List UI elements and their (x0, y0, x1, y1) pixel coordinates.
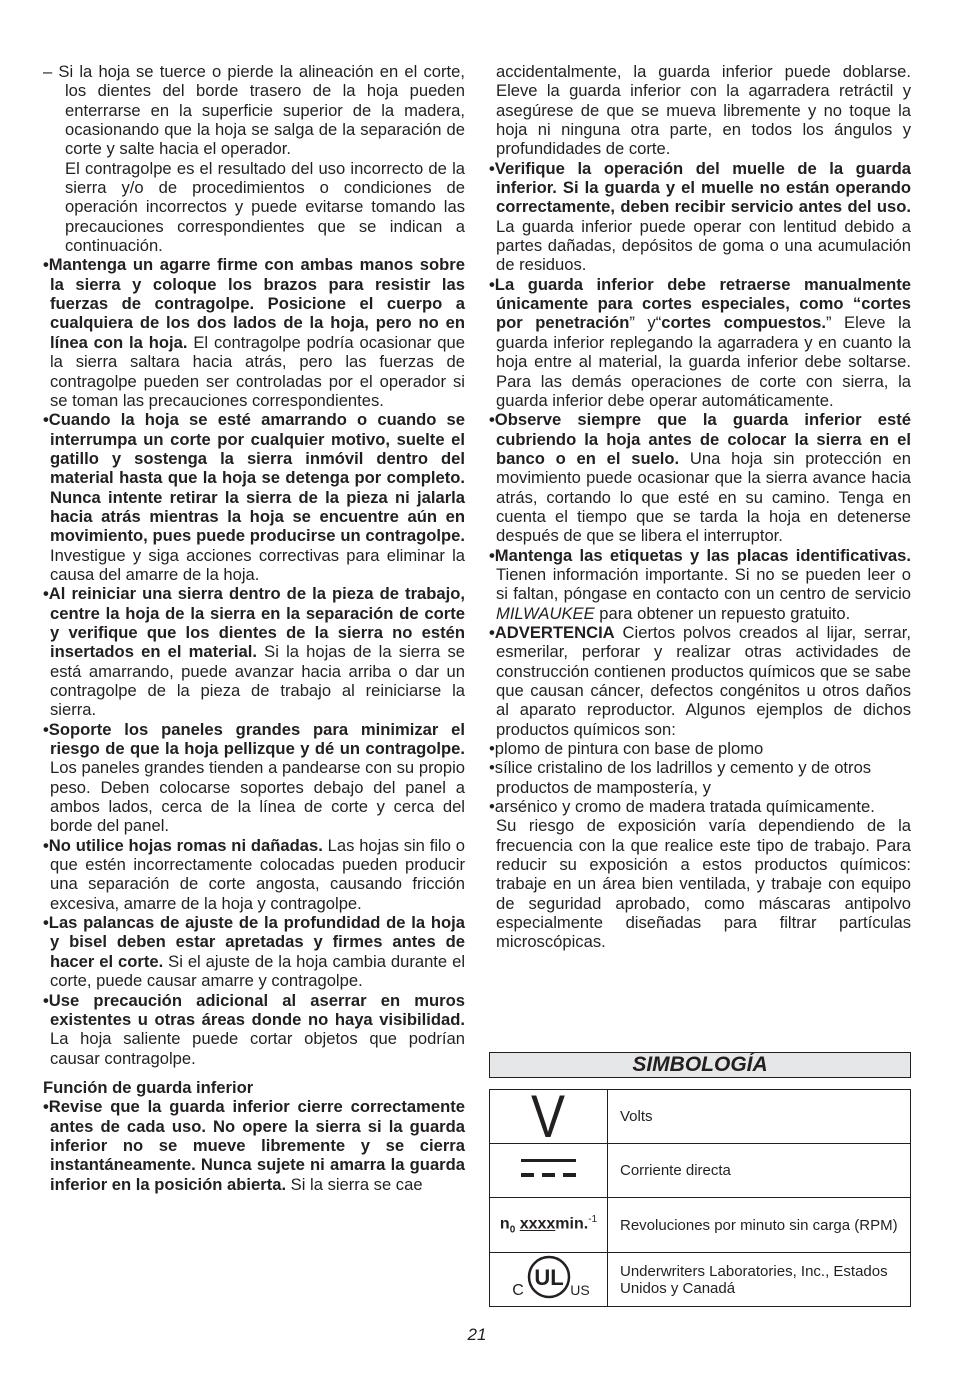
bullet-observe-guard (489, 410, 911, 545)
bullet-dull-blades (43, 836, 465, 913)
section-heading-lower-guard: Función de guarda inferior (43, 1077, 254, 1097)
bullet-guard-spring (489, 159, 911, 275)
volts-symbol: V (531, 1082, 566, 1150)
kickback-cause-paragraph: – Si la hoja se tuerce o pierde la alineación en el corte, los dientes del borde trasero de la hoja pueden enterrarse en la superficie superior de la madera, ocasionando que la hoja se salga de la separación de corte y salte hacia el operador. (43, 62, 465, 159)
bullet-bold-text: •Mantenga las etiquetas y las placas identificativas. (489, 545, 911, 565)
bullet-body-text: Tienen información importante. Si no se pueden leer o si faltan, póngase en contacto con un centro de servicio (496, 564, 911, 604)
page-number: 21 (467, 1325, 487, 1344)
rpm-symbol-exp: -1 (588, 1214, 598, 1226)
bullet-existing-walls (43, 991, 465, 1068)
direct-current-icon-graphic (519, 1153, 579, 1183)
rpm-symbol-sub: 0 (509, 1224, 516, 1236)
bullet-check-lower-guard (43, 1097, 465, 1194)
bullet-adjustment-levers (43, 913, 465, 990)
bullet-bold-text: •Observe siempre que la guarda inferior esté cubriendo la hoja antes de colocar la sierra en el banco o en el suelo. (489, 410, 911, 468)
bullet-body-text: ” y“ (629, 313, 662, 333)
continued-paragraph: accidentalmente, la guarda inferior puede doblarse. Eleve la guarda inferior con la agarradera retráctil y asegúrese de que se mueva libremente y no toque la hoja ni ninguna otra parte, en todos los ángulos y profundidades de corte. (496, 62, 911, 159)
bullet-warning (489, 623, 911, 739)
bullet-body-text: Si el ajuste de la hoja cambia durante el corte, puede causar amarre y contragolpe. (50, 951, 466, 991)
rpm-symbol-value: xxxx (519, 1215, 556, 1233)
bullet-bold-text: •ADVERTENCIA (489, 622, 615, 642)
volts-symbol-icon (490, 1082, 608, 1150)
chemical-list-item: •arsénico y cromo de madera tratada químicamente. (489, 797, 875, 817)
left-column (43, 62, 465, 1194)
bullet-support-panels (43, 720, 465, 836)
ul-mark-us: US (569, 1282, 590, 1298)
chemical-list-item: •plomo de pintura con base de plomo (489, 739, 764, 759)
bullet-bold-text: •Verifique la operación del muelle de la guarda inferior. Si la guarda y el muelle no están operando correctamente, deben recibir servicio antes del uso. (489, 158, 911, 217)
bullet-body-text: ” Eleve la guarda inferior replegando la agarradera y en cuanto la hoja entre al material, la guarda inferior debe soltarse. Para las demás operaciones de corte con sierra, la guarda inferior debe operar automáticamente. (496, 313, 911, 410)
bullet-body-text: Investigue y siga acciones correctivas para eliminar la causa del amarre de la hoja. (50, 545, 465, 584)
symbol-row (490, 1253, 911, 1307)
bullet-body-text: Las hojas sin filo o que estén incorrectamente colocadas pueden producir una separación de corte angosta, causando fricción excesiva, amarre de la hoja y contragolpe. (50, 835, 465, 913)
bullet-bold-text: •No utilice hojas romas ni dañadas. (43, 835, 323, 855)
exposure-paragraph: Su riesgo de exposición varía dependiendo de la frecuencia con la que realice este tipo de trabajo. Para reducir su exposición a estos productos químicos: trabaje en un área bien ventilada, y trabaje con equipo de seguridad aprobado, como máscaras antipolvo especialmente diseñadas para filtrar partículas microscópicas. (496, 816, 911, 952)
kickback-definition-paragraph: El contragolpe es el resultado del uso incorrecto de la sierra y/o de procedimientos o condiciones de operación incorrectos y puede evitarse tomando las precauciones correspondientes que se indican a continuación. (65, 158, 465, 256)
bullet-body-text: La guarda inferior puede operar con lentitud debido a partes dañadas, depósitos de goma o una acumulación de residuos. (496, 216, 911, 275)
symbol-description: Corriente directa (608, 1144, 911, 1198)
bullet-bold-text: •Revise que la guarda inferior cierre correctamente antes de cada uso. No opere la sierra si la guarda inferior no se mueve libremente y se cierra instantáneamente. Nunca sujete ni amarra la guarda inferior en la posición abierta. (43, 1097, 465, 1194)
symbol-description: Volts (608, 1090, 911, 1144)
bullet-bold-text: cortes por penetración (496, 294, 911, 333)
symbol-row (490, 1198, 911, 1253)
bullet-bold-text: cortes compuestos. (661, 313, 826, 333)
bullet-body-text: Los paneles grandes tienden a pandearse con su propio peso. Deben colocarse soportes debajo del panel a ambos lados, cerca de la línea de corte y cerca del borde del panel. (50, 758, 465, 836)
symbol-row (490, 1090, 911, 1144)
bullet-bold-text: •Cuando la hoja se esté amarrando o cuando se interrumpa un corte por cualquier motivo, suelte el gatillo y sostenga la sierra inmóvil dentro del material hasta que la hoja se detenga por completo. Nunca intente retirar la sierra de la pieza ni jalarla hacia atrás mientras la hoja se encuentre aún en movimiento, pues puede producirse un contragolpe. (43, 410, 465, 546)
bullet-blade-binding (43, 410, 465, 584)
bullet-body-text: La hoja saliente puede cortar objetos que podrían causar contragolpe. (50, 1029, 465, 1068)
bullet-labels-nameplates (489, 546, 911, 623)
direct-current-icon (490, 1144, 608, 1198)
bullet-body-text: Ciertos polvos creados al lijar, serrar, esmerilar, perforar y realizar otras actividades de construcción contienen productos químicos que se sabe que causan cáncer, defectos congénitos u otros daños al aparato reproductor. Algunos ejemplos de dichos productos químicos son: (496, 622, 911, 739)
symbol-description: Underwriters Laboratories, Inc., Estados Unidos y Canadá (608, 1253, 911, 1307)
ul-listed-mark-graphic (507, 1254, 591, 1300)
ul-mark-c: C (511, 1282, 524, 1299)
symbols-table (489, 1082, 911, 1307)
rpm-symbol-unit: min. (555, 1215, 589, 1233)
bullet-body-text: para obtener un repuesto gratuito. (594, 603, 851, 623)
bullet-body-text: Si la hojas de la sierra se está amarrando, puede avanzar hacia arriba o dar un contragolpe de la pieza de trabajo al reiniciarse la sierra. (50, 642, 465, 720)
symbol-description: Revoluciones por minuto sin carga (RPM) (608, 1198, 911, 1253)
bullet-bold-text: •Mantenga un agarre firme con ambas manos sobre la sierra y coloque los brazos para resistir las fuerzas de contragolpe. Posicione el cuerpo a cualquiera de los dos lados de la hoja, pero no en línea con la hoja. (43, 255, 465, 352)
bullet-bold-text: •Al reiniciar una sierra dentro de la pieza de trabajo, centre la hoja de la sierra en la separación de corte y verifique que los dientes de la sierra no estén insertados en el material. (43, 584, 465, 662)
bullet-body-text: El contragolpe podría ocasionar que la sierra saltara hacia atrás, pero las fuerzas de contragolpe pueden ser controladas por el operador si se toman las precauciones correspondientes. (50, 332, 465, 410)
bullet-bold-text: •La guarda inferior debe retraerse manualmente únicamente para cortes especiales, como “ (489, 274, 911, 314)
rpm-symbol-n: n (499, 1215, 510, 1233)
bullet-bold-text: •Use precaución adicional al aserrar en muros existentes u otras áreas donde no haya visibilidad. (43, 990, 465, 1029)
right-column (489, 62, 911, 952)
bullet-bold-text: •Las palancas de ajuste de la profundidad de la hoja y bisel deben estar apretadas y firmes antes de hacer el corte. (43, 913, 465, 971)
bullet-restarting-saw (43, 584, 465, 719)
brand-name: MILWAUKEE (496, 603, 595, 623)
bullet-body-text: Una hoja sin protección en movimiento puede ocasionar que la sierra avance hacia atrás, cortando lo que esté en su camino. Tenga en cuenta el tiempo que se tarda la hoja en detenerse después de que se libera el interruptor. (496, 448, 911, 546)
ul-listed-mark-icon (490, 1253, 608, 1307)
symbols-title: SIMBOLOGÍA (489, 1052, 911, 1078)
bullet-retract-manually (489, 275, 911, 410)
symbol-row (490, 1144, 911, 1198)
bullet-body-text: Si la sierra se cae (286, 1174, 423, 1194)
chemical-list-item: •sílice cristalino de los ladrillos y cemento y de otros productos de mampostería, y (489, 758, 872, 797)
bullet-bold-text: •Soporte los paneles grandes para minimizar el riesgo de que la hoja pellizque y dé un contragolpe. (43, 719, 465, 759)
rpm-symbol-icon (490, 1198, 608, 1253)
bullet-firm-grip (43, 255, 465, 410)
ul-mark-text: UL (533, 1265, 564, 1290)
